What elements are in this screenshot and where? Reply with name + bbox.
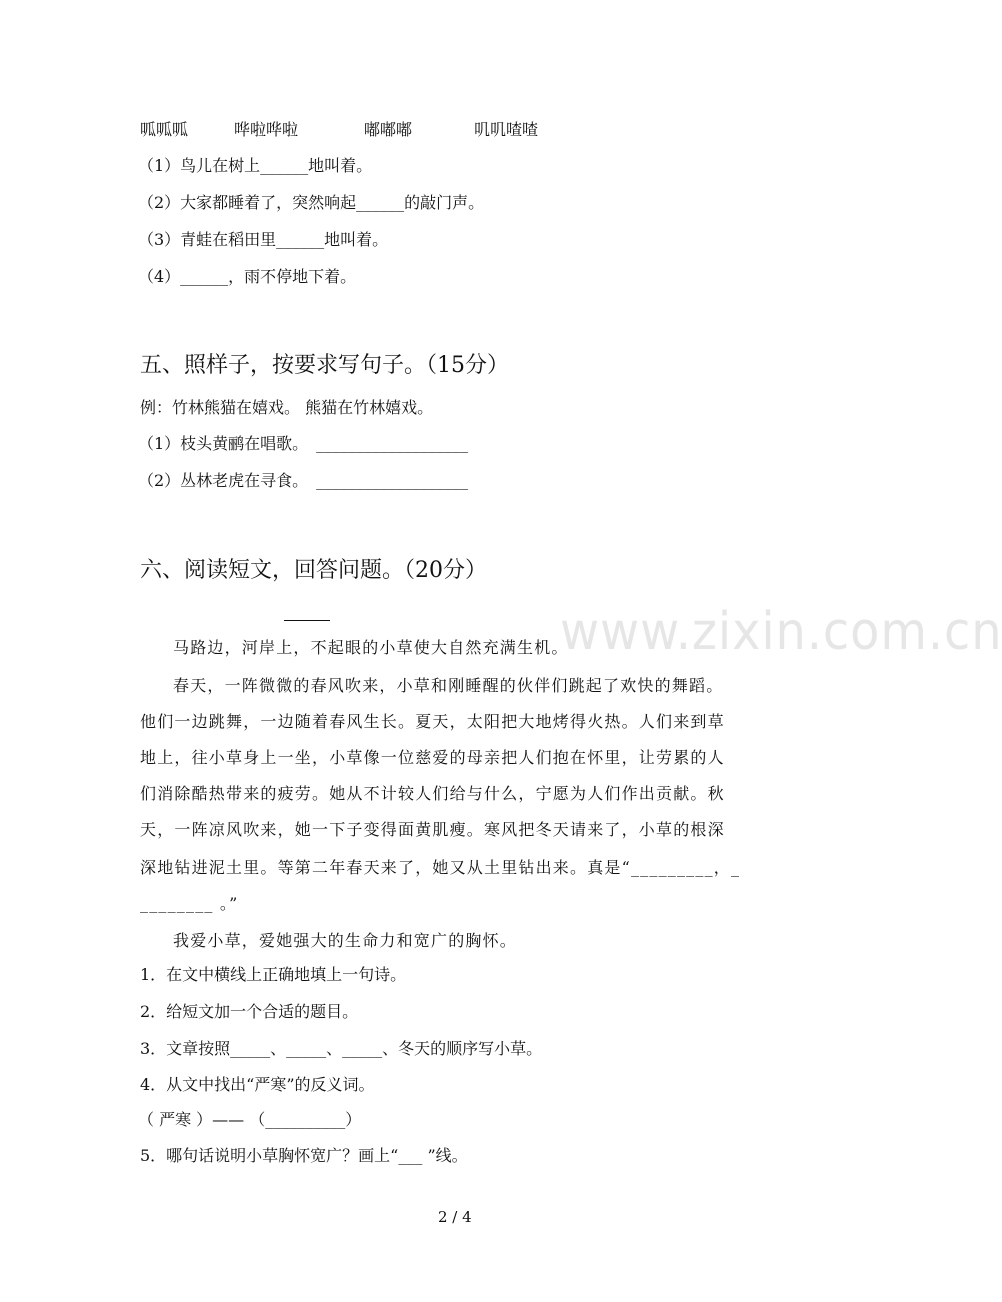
passage-line: 深地钻进泥土里。等第二年春天来了，她又从土里钻出来。真是“_________，_: [140, 858, 741, 877]
rewrite-item-2: （2）丛林老虎在寻食。 ___________________: [138, 471, 469, 490]
word-option: 嘟嘟嘟: [364, 120, 413, 139]
page-number: 2 / 4: [438, 1208, 472, 1226]
passage-line: 我爱小草，爱她强大的生命力和宽广的胸怀。: [173, 931, 518, 950]
word-option: 呱呱呱: [140, 120, 189, 139]
fill-item-1: （1）鸟儿在树上______地叫着。: [138, 156, 373, 175]
word-option: 叽叽喳喳: [474, 120, 539, 139]
rewrite-item-1: （1）枝头黄鹂在唱歌。 ___________________: [138, 434, 469, 453]
fill-item-3: （3）青蛙在稻田里______地叫着。: [138, 230, 389, 249]
passage-line: 地上，往小草身上一坐，小草像一位慈爱的母亲把人们抱在怀里，让劳累的人: [140, 748, 725, 767]
section-heading: 六、阅读短文，回答问题。（20分）: [140, 558, 487, 583]
passage-line: 春天，一阵微微的春风吹来，小草和刚睡醒的伙伴们跳起了欢快的舞蹈。: [173, 676, 724, 695]
passage-line: 天，一阵凉风吹来，她一下子变得面黄肌瘦。寒风把冬天请来了，小草的根深: [140, 820, 725, 839]
section-heading: 五、照样子，按要求写句子。（15分）: [140, 353, 509, 378]
question-4: 4．从文中找出“严寒”的反义词。: [140, 1075, 375, 1094]
watermark: www.zixin.com.cn: [560, 602, 1002, 662]
passage-line: 们消除酷热带来的疲劳。她从不计较人们给与什么，宁愿为人们作出贡献。秋: [140, 784, 725, 803]
question-1: 1．在文中横线上正确地填上一句诗。: [140, 965, 407, 984]
passage-title-blank: [284, 620, 330, 621]
example-sentence: 例：竹林熊猫在嬉戏。 熊猫在竹林嬉戏。: [140, 398, 434, 417]
word-bank: [140, 120, 700, 140]
passage-line: 马路边，河岸上，不起眼的小草使大自然充满生机。: [173, 638, 569, 657]
question-2: 2．给短文加一个合适的题目。: [140, 1002, 359, 1021]
question-3: 3．文章按照_____、_____、_____、冬天的顺序写小草。: [140, 1039, 543, 1058]
fill-item-4: （4）______，雨不停地下着。: [138, 267, 357, 286]
passage-line: ________ 。”: [140, 894, 239, 913]
question-5: 5．哪句话说明小草胸怀宽广？画上“___ ”线。: [140, 1146, 468, 1165]
fill-item-2: （2）大家都睡着了，突然响起______的敲门声。: [138, 193, 485, 212]
passage-line: 他们一边跳舞，一边随着春风生长。夏天，太阳把大地烤得火热。人们来到草: [140, 712, 725, 731]
antonym-answer-line: （ 严寒 ）—— （__________）: [138, 1110, 362, 1129]
word-option: 哗啦哗啦: [234, 120, 299, 139]
